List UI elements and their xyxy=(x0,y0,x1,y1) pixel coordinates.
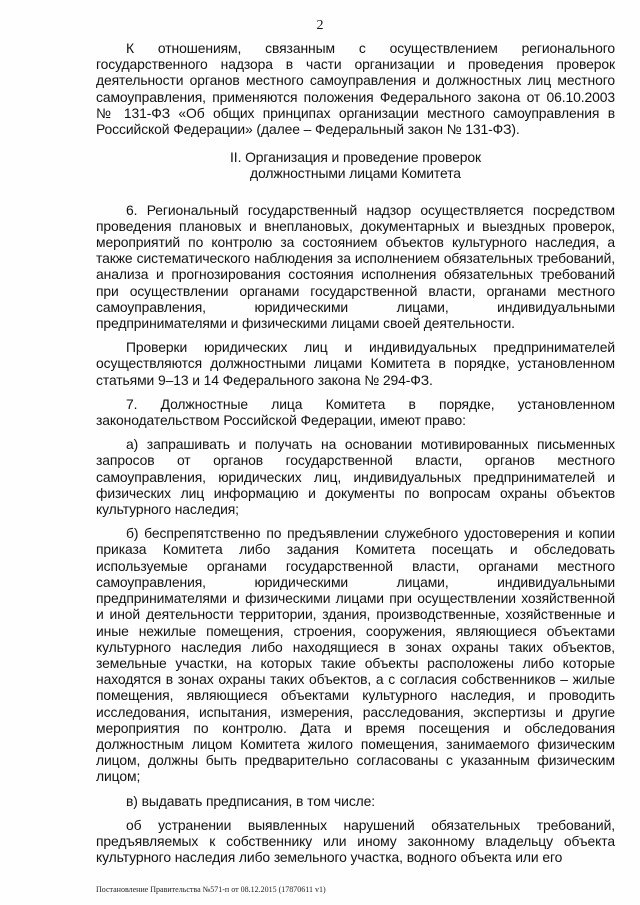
paragraph-inspections: Проверки юридических лиц и индивидуальных предпринимателей осуществляются должностными лицами Комитета в порядке, установленном статьями 9–13 и 14 Федерального закона № 294-ФЗ. xyxy=(96,339,615,388)
paragraph-7v: в) выдавать предписания, в том числе: xyxy=(126,792,376,809)
paragraph-7: 7. Должностные лица Комитета в порядке, установленном законодательством Российской Федерации, имеют право: xyxy=(96,395,615,429)
section-heading xyxy=(96,149,615,181)
paragraph-7b: б) беспрепятственно по предъявлении служебного удостоверения и копии приказа Комитета либо задания Комитета посещать и обследовать используемые органами государственной власти, органами местного самоуправления, юридическими лицами, индивидуальными предпринимателями и физическими лицами при осуществлении хозяйственной и иной деятельности территории, здания, производственные, хозяйственные и иные нежилые помещения, строения, сооружения, являющиеся объектами культурного наследия либо находящиеся в зонах охраны таких объектов, земельные участки, на которых такие объекты расположены либо которые находятся в зонах охраны таких объектов, а с согласия собственников – жилые помещения, являющиеся объектами культурного наследия, и проводить исследования, испытания, измерения, расследования, экспертизы и другие мероприятия по контролю. Дата и время посещения и обследования должностным лицом Комитета жилого помещения, занимаемого физическим лицом, должны быть предварительно согласованы с указанным физическим лицом; xyxy=(96,525,615,785)
section-heading-line-2: должностными лицами Комитета xyxy=(250,165,461,182)
paragraph-7a: а) запрашивать и получать на основании мотивированных письменных запросов от органов государственной власти, органов местного самоуправления, юридических лиц, индивидуальных предпринимателей и физических лиц информацию и документы по вопросам охраны объектов культурного наследия; xyxy=(96,436,615,518)
page-number: 2 xyxy=(316,18,324,33)
paragraph-intro: К отношениям, связанным с осуществлением регионального государственного надзора в части организации и проведения проверок деятельности органов местного самоуправления и должностных лиц местного самоуправления, применяются положения Федерального закона от 06.10.2003 № 131-ФЗ «Об общих принципах организации местного самоуправления в Российской Федерации» (далее – Федеральный закон № 131-ФЗ). xyxy=(96,40,615,138)
paragraph-6: 6. Региональный государственный надзор осуществляется посредством проведения плановых и внеплановых, документарных и выездных проверок, мероприятий по контролю за состоянием объектов культурного наследия, а также систематического наблюдения за исполнением обязательных требований, анализа и прогнозирования состояния исполнения обязательных требований при осуществлении органами государственной власти, органами местного самоуправления, юридическими лицами, индивидуальными предпринимателями и физическими лицами своей деятельности. xyxy=(96,201,615,332)
document-body xyxy=(96,40,615,866)
paragraph-7v-item: об устранении выявленных нарушений обязательных требований, предъявляемых к собственнику или иному законному владельцу объекта культурного наследия либо земельного участка, водного объекта или его xyxy=(96,816,615,866)
section-heading-line-1: II. Организация и проведение проверок xyxy=(230,149,481,166)
page-footer: Постановление Правительства №571-п от 08.12.2015 (17870611 v1) xyxy=(96,885,326,894)
